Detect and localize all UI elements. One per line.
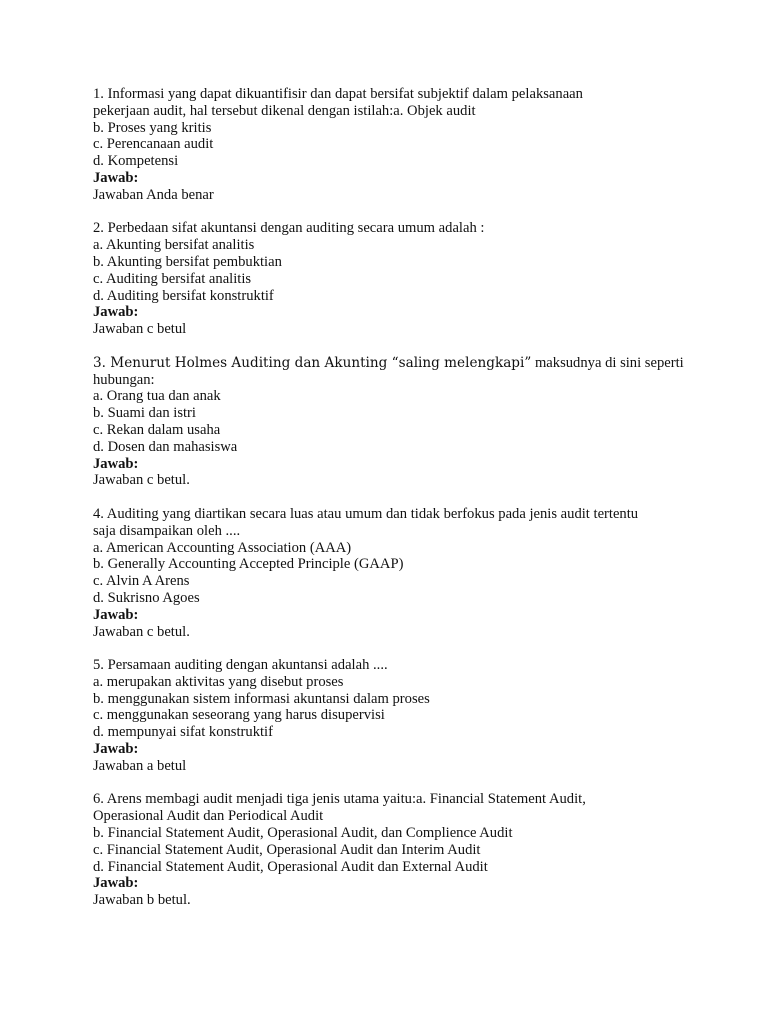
- question-stem-line: 4. Auditing yang diartikan secara luas atau umum dan tidak berfokus pada jenis audit tertentu: [93, 505, 639, 522]
- question-stem-quote: 3. Menurut Holmes Auditing dan Akunting “saling melengkapi”: [93, 354, 532, 371]
- answer-label: Jawab:: [93, 875, 139, 892]
- answer-option: c. menggunakan seseorang yang harus disupervisi: [93, 707, 385, 724]
- answer-text: Jawaban c betul: [93, 321, 187, 338]
- answer-option: c. Perencanaan audit: [93, 136, 214, 153]
- question-stem-line: 5. Persamaan auditing dengan akuntansi adalah ....: [93, 657, 388, 674]
- answer-label: Jawab:: [93, 304, 139, 321]
- question-stem-line: 2. Perbedaan sifat akuntansi dengan auditing secara umum adalah :: [93, 220, 485, 237]
- answer-option: d. Kompetensi: [93, 153, 179, 170]
- answer-text: Jawaban c betul.: [93, 623, 190, 640]
- question-stem-rest: maksudnya di sini seperti: [531, 354, 684, 371]
- answer-option: c. Alvin A Arens: [93, 573, 190, 590]
- answer-option: a. merupakan aktivitas yang disebut proses: [93, 673, 344, 690]
- answer-option: d. mempunyai sifat konstruktif: [93, 724, 273, 741]
- answer-option: a. Akunting bersifat analitis: [93, 237, 255, 254]
- answer-text: Jawaban a betul: [93, 757, 187, 774]
- answer-label: Jawab:: [93, 455, 139, 472]
- answer-option: c. Rekan dalam usaha: [93, 421, 221, 438]
- answer-option: b. Akunting bersifat pembuktian: [93, 253, 282, 270]
- answer-option: d. Financial Statement Audit, Operasional Audit dan External Audit: [93, 858, 488, 875]
- answer-option: b. Generally Accounting Accepted Principle (GAAP): [93, 556, 404, 573]
- question-stem-line: hubungan:: [93, 371, 155, 388]
- answer-option: d. Sukrisno Agoes: [93, 589, 200, 606]
- question-stem-line: 1. Informasi yang dapat dikuantifisir dan dapat bersifat subjektif dalam pelaksanaan: [93, 86, 583, 102]
- answer-option: b. Suami dan istri: [93, 405, 196, 422]
- answer-label: Jawab:: [93, 741, 139, 758]
- question-3: [93, 355, 693, 489]
- answer-option: c. Financial Statement Audit, Operasional Audit dan Interim Audit: [93, 841, 481, 858]
- question-stem-line: saja disampaikan oleh ....: [93, 522, 241, 539]
- answer-option: a. Orang tua dan anak: [93, 388, 221, 405]
- answer-text: Jawaban b betul.: [93, 892, 191, 909]
- question-2: [93, 220, 693, 338]
- answer-option: c. Auditing bersifat analitis: [93, 270, 252, 287]
- answer-option: a. American Accounting Association (AAA): [93, 539, 352, 556]
- answer-option: d. Auditing bersifat konstruktif: [93, 287, 274, 304]
- question-1: [93, 86, 693, 204]
- answer-option: b. menggunakan sistem informasi akuntansi dalam proses: [93, 690, 430, 707]
- answer-option: b. Financial Statement Audit, Operasional Audit, dan Complience Audit: [93, 825, 513, 842]
- question-stem-line: Operasional Audit dan Periodical Audit: [93, 808, 324, 825]
- answer-option: b. Proses yang kritis: [93, 119, 212, 136]
- question-stem-line: 6. Arens membagi audit menjadi tiga jenis utama yaitu:a. Financial Statement Audit,: [93, 791, 586, 808]
- answer-option: d. Dosen dan mahasiswa: [93, 438, 238, 455]
- question-4: [93, 506, 693, 640]
- answer-text: Jawaban Anda benar: [93, 186, 214, 203]
- question-5: [93, 657, 693, 775]
- question-stem-line: pekerjaan audit, hal tersebut dikenal dengan istilah:a. Objek audit: [93, 102, 476, 119]
- document-page: [93, 86, 693, 926]
- answer-label: Jawab:: [93, 606, 139, 623]
- answer-label: Jawab:: [93, 169, 139, 186]
- question-6: [93, 791, 693, 909]
- answer-text: Jawaban c betul.: [93, 472, 190, 489]
- question-stem-line: [93, 355, 693, 372]
